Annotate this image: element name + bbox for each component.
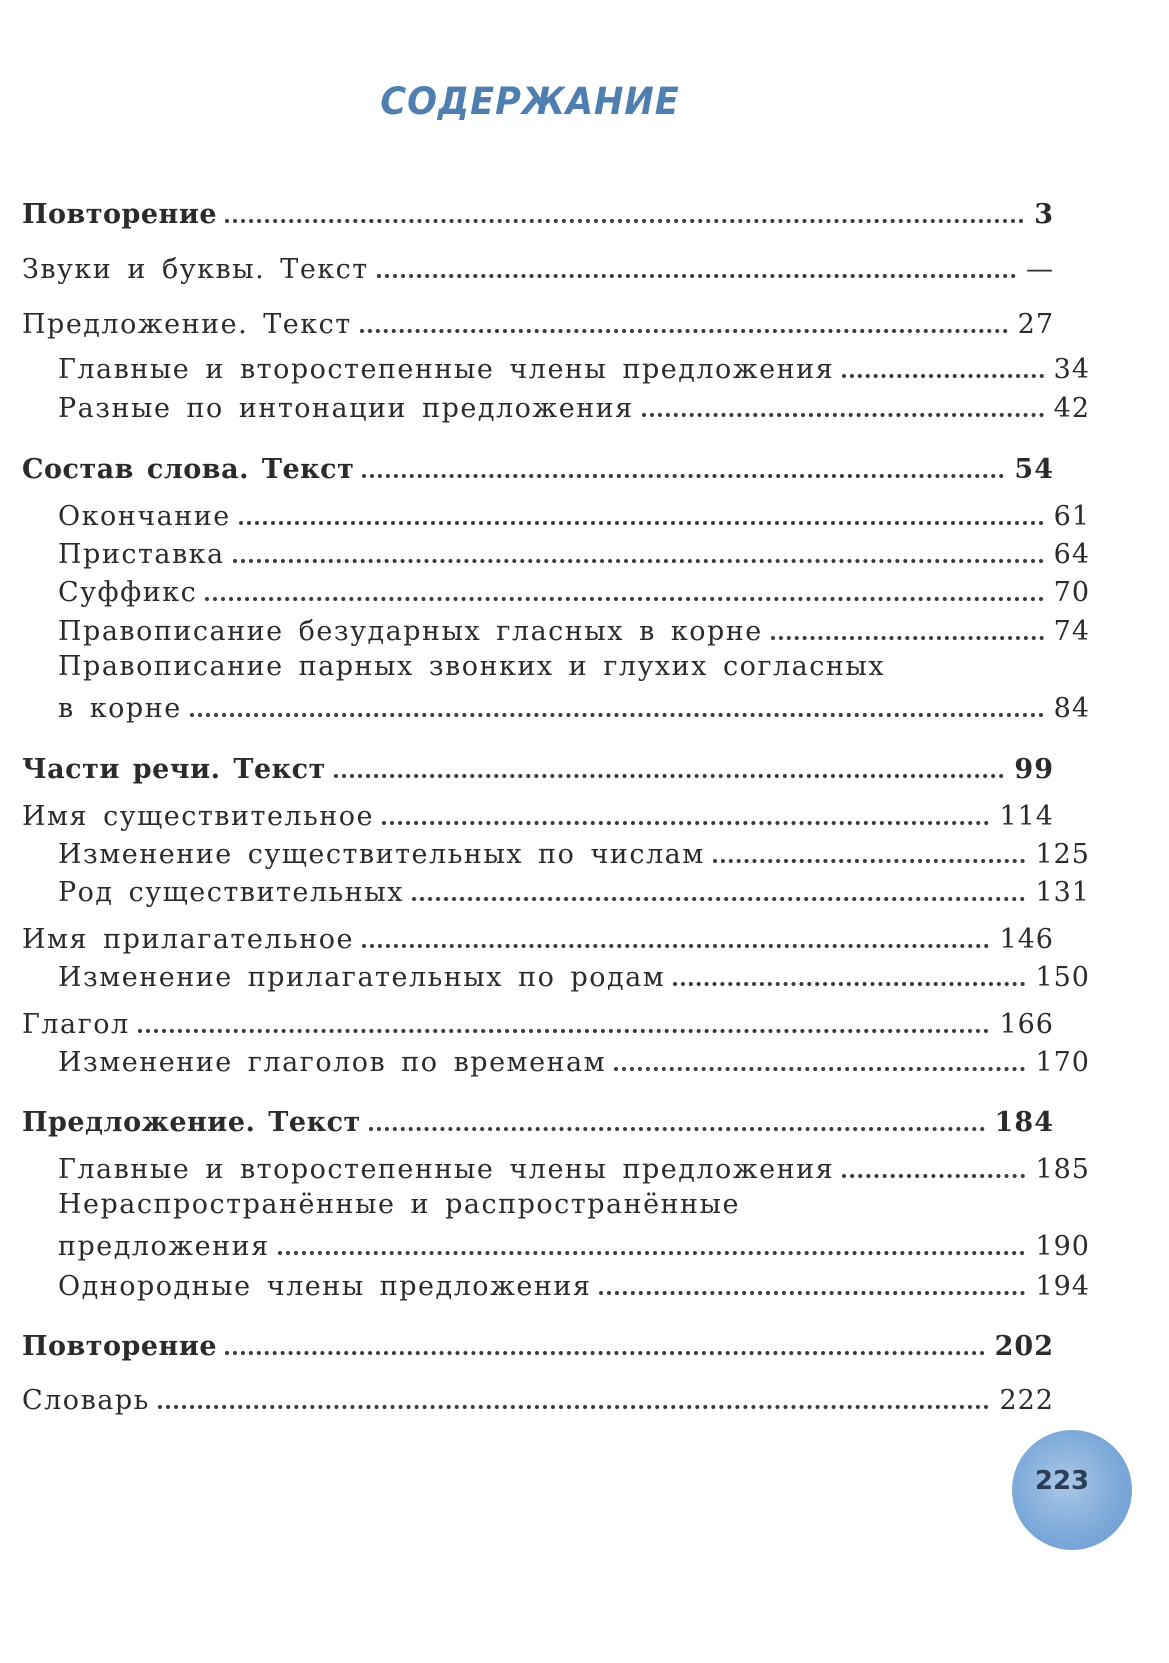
leader-dots xyxy=(842,374,1044,378)
toc-entry-page: 114 xyxy=(999,801,1054,832)
toc-subentry[interactable] xyxy=(0,684,1090,724)
toc-entry-title: Изменение глаголов по временам xyxy=(58,1047,607,1078)
toc-subentry[interactable] xyxy=(0,868,1090,908)
toc-entry-title: Предложение. Текст xyxy=(22,309,352,340)
toc-entry-page: 184 xyxy=(994,1107,1054,1138)
toc-entry-page: 131 xyxy=(1035,877,1090,908)
toc-entry-page: 185 xyxy=(1035,1154,1090,1185)
toc-entry[interactable] xyxy=(0,1000,1054,1040)
toc-entry[interactable] xyxy=(0,745,1054,785)
toc-entry[interactable] xyxy=(0,1376,1054,1416)
toc-entry-title: Словарь xyxy=(22,1385,150,1416)
toc-subentry-title-line1: Нераспространённые и распространённые xyxy=(58,1189,741,1220)
toc-entry-title: Суффикс xyxy=(58,577,198,608)
toc-entry-page: 190 xyxy=(1035,1231,1090,1262)
toc-entry-page: 70 xyxy=(1053,577,1090,608)
toc-entry-title-continuation: в корне xyxy=(58,693,182,724)
toc-entry-page: 64 xyxy=(1053,539,1090,570)
toc-entry-title: Изменение существительных по числам xyxy=(58,839,705,870)
toc-entry-page: 54 xyxy=(1014,454,1054,485)
toc-entry-title: Имя прилагательное xyxy=(22,924,354,955)
toc-entry-page: 222 xyxy=(999,1385,1054,1416)
toc-entry-page: 3 xyxy=(1034,199,1054,230)
toc-entry-page: 194 xyxy=(1035,1271,1090,1302)
leader-dots xyxy=(771,636,1044,640)
toc-entry[interactable] xyxy=(0,1098,1054,1138)
toc-subentry[interactable] xyxy=(0,607,1090,647)
toc-subentry[interactable] xyxy=(0,1145,1090,1185)
leader-dots xyxy=(673,982,1025,986)
toc-entry-title: Главные и второстепенные члены предложения xyxy=(58,1154,835,1185)
toc-entry-title: Главные и второстепенные члены предложения xyxy=(58,354,835,385)
leader-dots xyxy=(362,474,1004,478)
toc-entry[interactable] xyxy=(0,190,1054,230)
toc-entry-title: Состав слова. Текст xyxy=(22,454,355,485)
leader-dots xyxy=(205,597,1043,601)
toc-entry[interactable] xyxy=(0,1322,1054,1362)
leader-dots xyxy=(225,219,1024,223)
leader-dots xyxy=(334,774,1005,778)
leader-dots xyxy=(362,944,990,948)
leader-dots xyxy=(360,329,1008,333)
toc-subentry[interactable] xyxy=(0,1038,1090,1078)
toc-subentry[interactable] xyxy=(0,345,1090,385)
toc-entry-page: 125 xyxy=(1035,839,1090,870)
toc-entry-title: Род существительных xyxy=(58,877,404,908)
toc-entry-title: Звуки и буквы. Текст xyxy=(22,254,369,285)
toc-entry[interactable] xyxy=(0,300,1054,340)
toc-subentry[interactable] xyxy=(0,953,1090,993)
toc-subentry[interactable] xyxy=(0,1262,1090,1302)
toc-entry-page: 61 xyxy=(1053,501,1090,532)
toc-entry-page: 34 xyxy=(1053,354,1090,385)
toc-entry-page: 146 xyxy=(999,924,1054,955)
leader-dots xyxy=(382,821,989,825)
toc-entry-page: — xyxy=(1026,254,1054,285)
toc-entry-title: Окончание xyxy=(58,501,231,532)
toc-subentry[interactable] xyxy=(0,830,1090,870)
leader-dots xyxy=(713,859,1026,863)
leader-dots xyxy=(377,274,1016,278)
toc-entry-title: Приставка xyxy=(58,539,225,570)
toc-entry-title-continuation: предложения xyxy=(58,1231,270,1262)
leader-dots xyxy=(158,1405,990,1409)
toc-entry-page: 74 xyxy=(1053,616,1090,647)
toc-entry-page: 42 xyxy=(1053,393,1090,424)
page-number: 223 xyxy=(1034,1466,1090,1496)
leader-dots xyxy=(225,1351,985,1355)
toc-entry[interactable] xyxy=(0,915,1054,955)
toc-entry-title: Глагол xyxy=(22,1009,130,1040)
toc-entry-title: Повторение xyxy=(22,1331,218,1362)
leader-dots xyxy=(138,1029,990,1033)
toc-entry-page: 170 xyxy=(1035,1047,1090,1078)
toc-entry-title: Изменение прилагательных по родам xyxy=(58,962,666,993)
toc-entry-page: 84 xyxy=(1053,693,1090,724)
leader-dots xyxy=(190,713,1044,717)
toc-subentry[interactable] xyxy=(0,530,1090,570)
toc-subentry[interactable] xyxy=(0,568,1090,608)
toc-entry-page: 202 xyxy=(994,1331,1054,1362)
toc-entry[interactable] xyxy=(0,445,1054,485)
leader-dots xyxy=(599,1291,1025,1295)
toc-subentry[interactable] xyxy=(0,1222,1090,1262)
toc-entry-page: 150 xyxy=(1035,962,1090,993)
leader-dots xyxy=(278,1251,1026,1255)
toc-entry-page: 27 xyxy=(1017,309,1054,340)
leader-dots xyxy=(239,521,1044,525)
leader-dots xyxy=(614,1067,1025,1071)
toc-entry[interactable] xyxy=(0,792,1054,832)
toc-subentry-title-line1: Правописание парных звонких и глухих согласных xyxy=(58,651,886,682)
toc-entry-title: Повторение xyxy=(22,199,218,230)
leader-dots xyxy=(369,1127,985,1131)
toc-entry-title: Разные по интонации предложения xyxy=(58,393,634,424)
toc-entry-title: Однородные члены предложения xyxy=(58,1271,592,1302)
toc-entry-title: Части речи. Текст xyxy=(22,754,326,785)
toc-entry-title: Имя существительное xyxy=(22,801,375,832)
toc-entry-title: Правописание безударных гласных в корне xyxy=(58,616,763,647)
leader-dots xyxy=(233,559,1044,563)
page-title: СОДЕРЖАНИЕ xyxy=(380,80,680,123)
toc-entry-page: 99 xyxy=(1014,754,1054,785)
toc-entry-page: 166 xyxy=(999,1009,1054,1040)
toc-entry-title: Предложение. Текст xyxy=(22,1107,361,1138)
leader-dots xyxy=(842,1174,1025,1178)
leader-dots xyxy=(642,413,1044,417)
toc-entry[interactable] xyxy=(0,245,1054,285)
leader-dots xyxy=(412,897,1026,901)
toc-subentry[interactable] xyxy=(0,492,1090,532)
toc-subentry[interactable] xyxy=(0,384,1090,424)
